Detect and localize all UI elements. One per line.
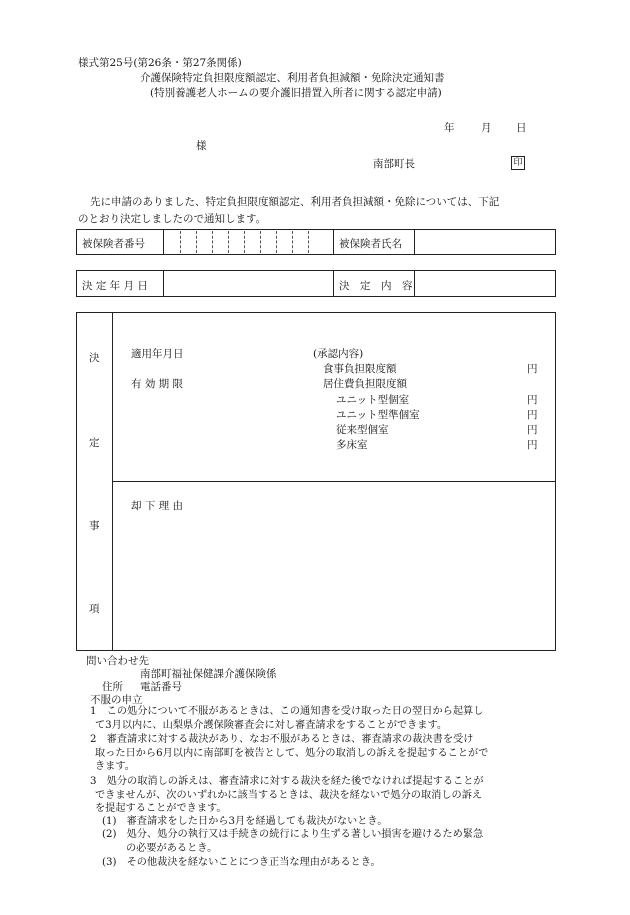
contact-department: 南部町福祉保健課介護保険係 [140, 668, 277, 680]
room-unit-private-yen: 円 [527, 394, 538, 406]
decision-content-label: 決 定 内 容 [339, 280, 413, 292]
side-char-2: 定 [89, 437, 100, 449]
contact-phone-label: 電話番号 [140, 681, 182, 693]
insured-name-label: 被保険者氏名 [339, 238, 402, 250]
rejection-reason-label: 却 下 理 由 [131, 500, 184, 512]
side-char-4: 項 [89, 603, 100, 615]
date-month: 月 [481, 122, 492, 134]
issuer-name: 南部町長 [373, 158, 415, 170]
room-conventional-private: 従来型個室 [336, 424, 389, 436]
side-char-1: 決 [89, 352, 100, 364]
date-year: 年 [444, 122, 455, 134]
decision-date-label: 決 定 年 月 日 [82, 280, 148, 292]
meal-yen: 円 [527, 363, 538, 375]
objection-sub-1: (1) 審査請求をした日から3月を経過しても裁決がないとき。 [102, 816, 388, 827]
insured-name-field[interactable] [416, 231, 554, 253]
objection-item-1: 1 この処分について不服があるときは、この通知書を受け取った日の翌日から起算し て3月以内に、山梨県介護保険審査会に対し審査請求をすることができます。 [90, 706, 484, 731]
objection-item-2: 2 審査請求に対する裁決があり、なお不服があるときは、審査請求の裁決書を受け 取った日から6月以内に南部町を被告として、処分の取消しの訴えを提起することがで きます。 [90, 734, 489, 773]
form-number: 様式第25号(第26条・第27条関係) [78, 57, 242, 69]
room-multi-bed: 多床室 [336, 439, 368, 451]
room-conventional-private-yen: 円 [527, 424, 538, 436]
applied-date-label: 適用年月日 [131, 348, 184, 360]
intro-line-1: 先に申請のありました、特定負担限度額認定、利用者負担減額・免除については、下記 [90, 196, 500, 208]
insured-number-field[interactable] [165, 231, 331, 253]
contact-address-label: 住所 [102, 681, 123, 693]
objection-item-3: 3 処分の取消しの訴えは、審査請求に対する裁決を経た後でなければ提起することが できませんが、次のいずれかに該当するときは、裁決を経ないで処分の取消しの訴え を提起することができます。 [90, 776, 484, 815]
contact-heading: 問い合わせ先 [86, 655, 149, 667]
room-unit-private: ユニット型個室 [336, 394, 410, 406]
validity-label: 有 効 期 限 [131, 378, 184, 390]
objection-sub-3: (3) その他裁決を経ないことにつき正当な理由があるとき。 [102, 857, 381, 868]
document-subtitle: (特別養護老人ホームの要介護旧措置入所者に関する認定申請) [150, 87, 442, 99]
decision-content-field[interactable] [416, 272, 554, 295]
seal-mark: 印 [511, 156, 525, 170]
objection-sub-2: (2) 処分、処分の執行又は手続きの続行により生ずる著しい損害を避けるため緊急 の必要があるとき。 [102, 829, 484, 854]
room-multi-bed-yen: 円 [527, 439, 538, 451]
approval-heading: (承認内容) [313, 348, 364, 360]
residence-limit-label: 居住費負担限度額 [323, 378, 407, 390]
intro-line-2: のとおり決定しましたので通知します。 [78, 213, 267, 225]
meal-limit-label: 食事負担限度額 [323, 363, 397, 375]
side-char-3: 事 [89, 520, 100, 532]
date-day: 日 [516, 122, 527, 134]
insured-number-label: 被保険者番号 [82, 238, 145, 250]
objection-heading: 不服の申立 [90, 694, 143, 706]
room-unit-semi-private: ユニット型準個室 [336, 409, 420, 421]
decision-date-field[interactable] [165, 272, 331, 295]
room-unit-semi-private-yen: 円 [527, 409, 538, 421]
document-title: 介護保険特定負担限度額認定、利用者負担減額・免除決定通知書 [140, 72, 445, 84]
addressee-suffix: 様 [196, 140, 207, 152]
